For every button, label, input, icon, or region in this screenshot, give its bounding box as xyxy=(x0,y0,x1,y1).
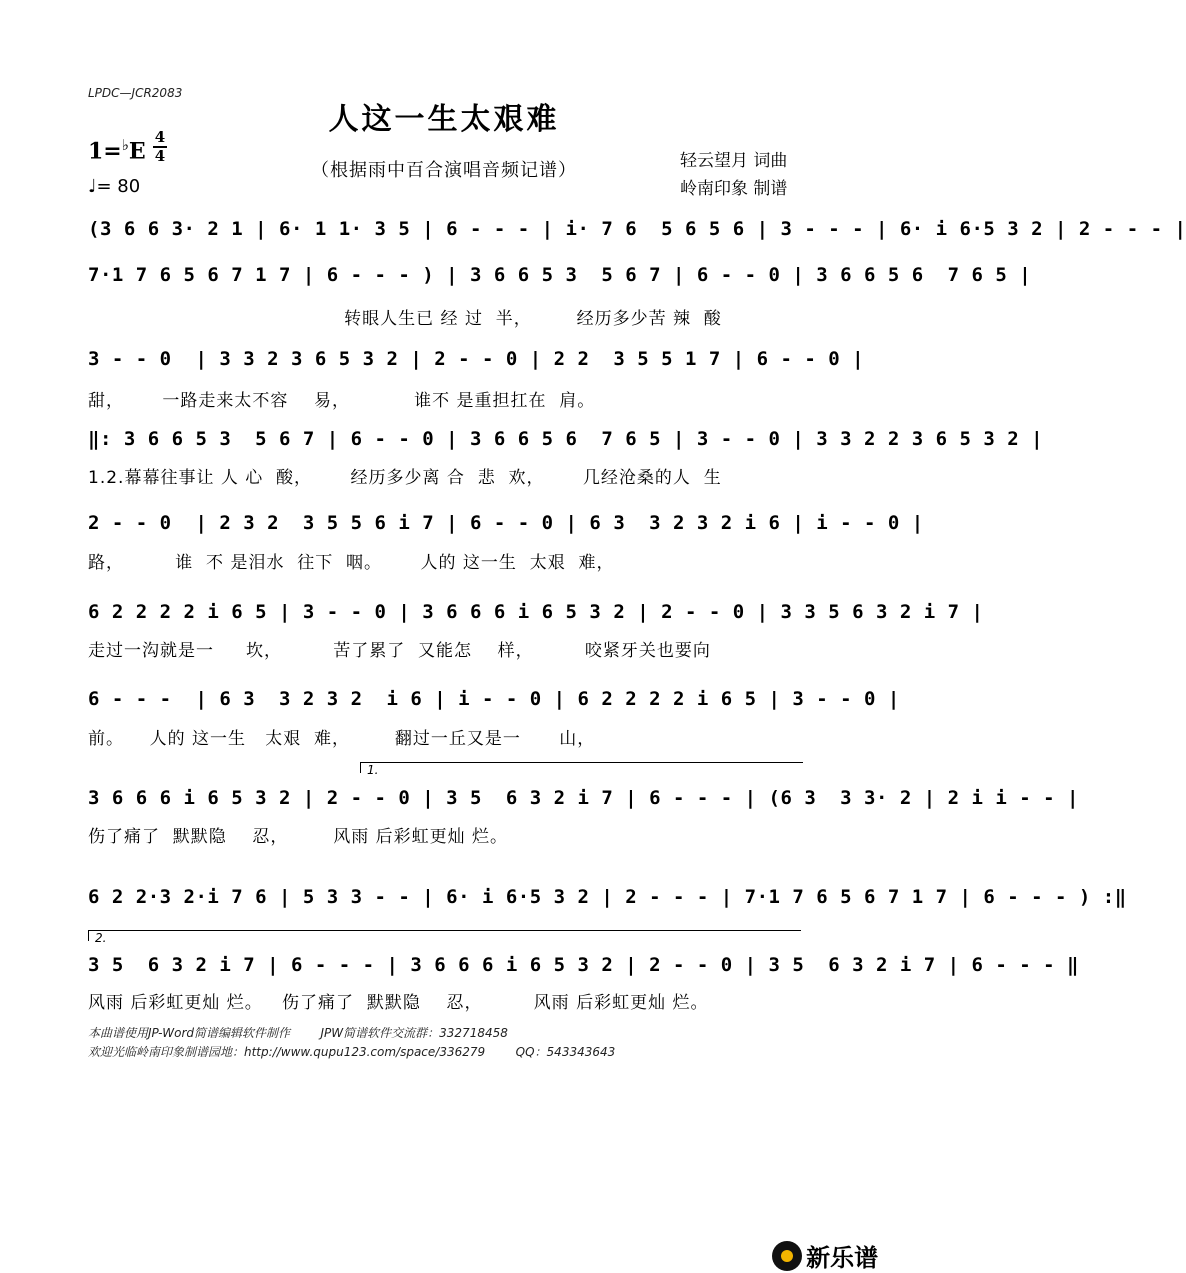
footer-line-2: 欢迎光临岭南印象制谱园地：http://www.qupu123.com/space/336279 QQ：543343643 xyxy=(88,1045,616,1059)
second-ending-bracket xyxy=(88,930,801,945)
lyric-line-8: 伤了痛了 默默隐 忍， 风雨 后彩虹更灿 烂。 xyxy=(88,827,509,847)
score-line-1: (3 6 6 3· 2 1 | 6· 1 1· 3 5 | 6 - - - | i· 7 6 5 6 5 6 | 3 - - - | 6· i 6·5 3 2 | 2 - - - | xyxy=(88,218,1186,240)
lyric-line-7: 前。 人的 这一生 太艰 难， 翻过一丘又是一 山， xyxy=(88,729,596,749)
song-title: 人这一生太艰难 xyxy=(328,102,560,137)
subtitle: （根据雨中百合演唱音频记谱） xyxy=(311,160,577,181)
record-disc-icon xyxy=(772,1241,802,1271)
score-line-3: 3 - - 0 | 3 3 2 3 6 5 3 2 | 2 - - 0 | 2 2 3 5 5 1 7 | 6 - - 0 | xyxy=(88,348,865,370)
score-line-2: 7·1 7 6 5 6 7 1 7 | 6 - - - ) | 3 6 6 5 3 5 6 7 | 6 - - 0 | 3 6 6 5 6 7 6 5 | xyxy=(88,264,1032,286)
key-label: 1= xyxy=(88,138,122,165)
lyric-line-6: 走过一沟就是一 坎， 苦了累了 又能怎 样， 咬紧牙关也要向 xyxy=(88,641,711,661)
first-ending-bracket xyxy=(360,762,803,777)
time-bottom: 4 xyxy=(154,147,166,165)
site-logo xyxy=(762,1219,878,1273)
score-line-5: 2 - - 0 | 2 3 2 3 5 5 6 i 7 | 6 - - 0 | 6 3 3 2 3 2 i 6 | i - - 0 | xyxy=(88,512,924,534)
lyric-line-5: 路， 谁 不 是泪水 往下 咽。 人的 这一生 太艰 难， xyxy=(88,553,615,573)
lyric-line-10: 风雨 后彩虹更灿 烂。 伤了痛了 默默隐 忍， 风雨 后彩虹更灿 烂。 xyxy=(88,993,709,1013)
lyric-line-4: 1.2.幕幕往事让 人 心 酸， 经历多少离 合 悲 欢， 几经沧桑的人 生 xyxy=(88,468,722,488)
time-top: 4 xyxy=(154,128,166,146)
footer-line-1: 本曲谱使用JP-Word简谱编辑软件制作 JPW简谱软件交流群：332718458 xyxy=(88,1026,508,1040)
score-line-9: 6 2 2·3 2·i 7 6 | 5 3 3 - - | 6· i 6·5 3 2 | 2 - - - | 7·1 7 6 5 6 7 1 7 | 6 - - - ) :‖ xyxy=(88,886,1127,908)
lyric-line-3: 甜， 一路走来太不容 易， 谁不 是重担扛在 肩。 xyxy=(88,391,596,411)
score-line-4: ‖: 3 6 6 5 3 5 6 7 | 6 - - 0 | 3 6 6 5 6 7 6 5 | 3 - - 0 | 3 3 2 2 3 6 5 3 2 | xyxy=(88,428,1044,450)
lyric-line-2: 转眼人生已 经 过 半， 经历多少苦 辣 酸 xyxy=(88,309,722,329)
score-line-7: 6 - - - | 6 3 3 2 3 2 i 6 | i - - 0 | 6 2 2 2 2 i 6 5 | 3 - - 0 | xyxy=(88,688,900,710)
composer-credit: 轻云望月 词曲 xyxy=(680,151,788,171)
logo-text: 新乐谱 xyxy=(806,1244,879,1272)
flat-sign: ♭ xyxy=(121,136,129,154)
arranger-credit: 岭南印象 制谱 xyxy=(680,179,788,199)
score-line-10: 3 5 6 3 2 i 7 | 6 - - - | 3 6 6 6 i 6 5 3 2 | 2 - - 0 | 3 5 6 3 2 i 7 | 6 - - - ‖ xyxy=(88,954,1079,976)
score-line-8: 3 6 6 6 i 6 5 3 2 | 2 - - 0 | 3 5 6 3 2 i 7 | 6 - - - | (6 3 3 3· 2 | 2 i i - - | xyxy=(88,787,1079,809)
score-line-6: 6 2 2 2 2 i 6 5 | 3 - - 0 | 3 6 6 6 i 6 5 3 2 | 2 - - 0 | 3 3 5 6 3 2 i 7 | xyxy=(88,601,984,623)
quarter-note-icon: ♩ xyxy=(88,176,97,197)
tempo-value: = 80 xyxy=(96,176,141,197)
volta-label-1: 1. xyxy=(367,763,379,777)
volta-label-2: 2. xyxy=(95,931,107,945)
key-note: E xyxy=(128,138,146,165)
score-code: LPDC—JCR2083 xyxy=(88,86,183,100)
